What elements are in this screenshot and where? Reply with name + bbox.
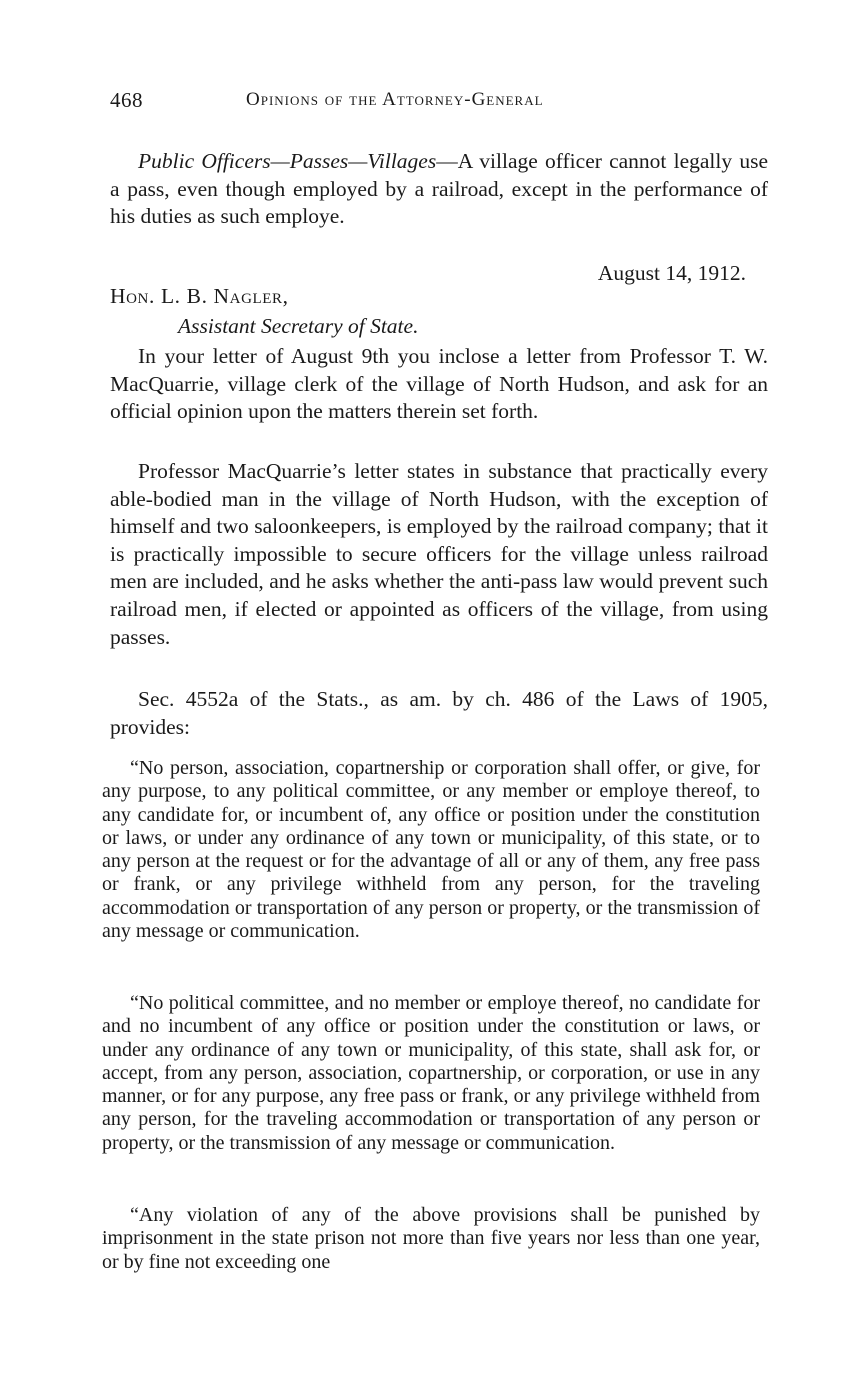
- statute-quote-paragraph: “Any violation of any of the above provisions shall be punished by imprisonment in the state prison not more than five years nor less than one year, or by fine not exceeding one: [102, 1204, 760, 1273]
- addressee-title: Assistant Secretary of State.: [178, 314, 419, 338]
- syllabus-topic: Public Officers—Passes—Villages: [138, 149, 437, 173]
- running-head: Opinions of the Attorney-General: [246, 89, 544, 110]
- syllabus-text: A village officer cannot legally use a pass, even though employed by a railroad, except in the performance of his duties as such employe.: [110, 149, 768, 229]
- statute-quote-paragraph: “No political committee, and no member or employe thereof, no candidate for and no incumbent of any office or position under the constitution or laws, or under any ordinance of any town or municipality, of this state, shall ask for, or accept, from any person, association, copartnership, or corporation, or use in any manner, or for any purpose, any free pass or frank, or any privilege withheld from any person, for the traveling accommodation or transportation of any person or property, or the transmission of any message or communication.: [102, 992, 760, 1154]
- statute-quote-paragraph: “No person, association, copartnership or corporation shall offer, or give, for any purpose, to any political committee, or any member or employe thereof, to any candidate for, or incumbent of, any office or position under the constitution or laws, or under any ordinance of any town or municipality, of this state, or to any person at the request or for the advantage of all or any of them, any free pass or frank, or any privilege withheld from any person, for the traveling accommodation or transportation of any person or property, or the transmission of any message or communication.: [102, 757, 760, 943]
- addressee-name: Hon. L. B. Nagler,: [110, 284, 289, 308]
- body-paragraph: In your letter of August 9th you inclose a letter from Professor T. W. MacQuarrie, village clerk of the village of North Hudson, and ask for an official opinion upon the matters therein set forth.: [110, 344, 768, 424]
- syllabus-paragraph: [110, 148, 768, 231]
- page-header: [110, 88, 770, 118]
- body-paragraph: Professor MacQuarrie’s letter states in substance that practically every able-bodied man in the village of North Hudson, with the exception of himself and two saloonkeepers, is employed by the railroad company; that it is practically impossible to secure officers for the village unless railroad men are included, and he asks whether the anti-pass law would prevent such railroad men, if elected or appointed as officers of the village, from using passes.: [110, 459, 768, 649]
- letter-date: August 14, 1912.: [597, 261, 746, 285]
- body-paragraph: Sec. 4552a of the Stats., as am. by ch. 486 of the Laws of 1905, provides:: [110, 687, 768, 739]
- page-number: 468: [110, 88, 143, 112]
- syllabus-dash: —: [436, 149, 458, 173]
